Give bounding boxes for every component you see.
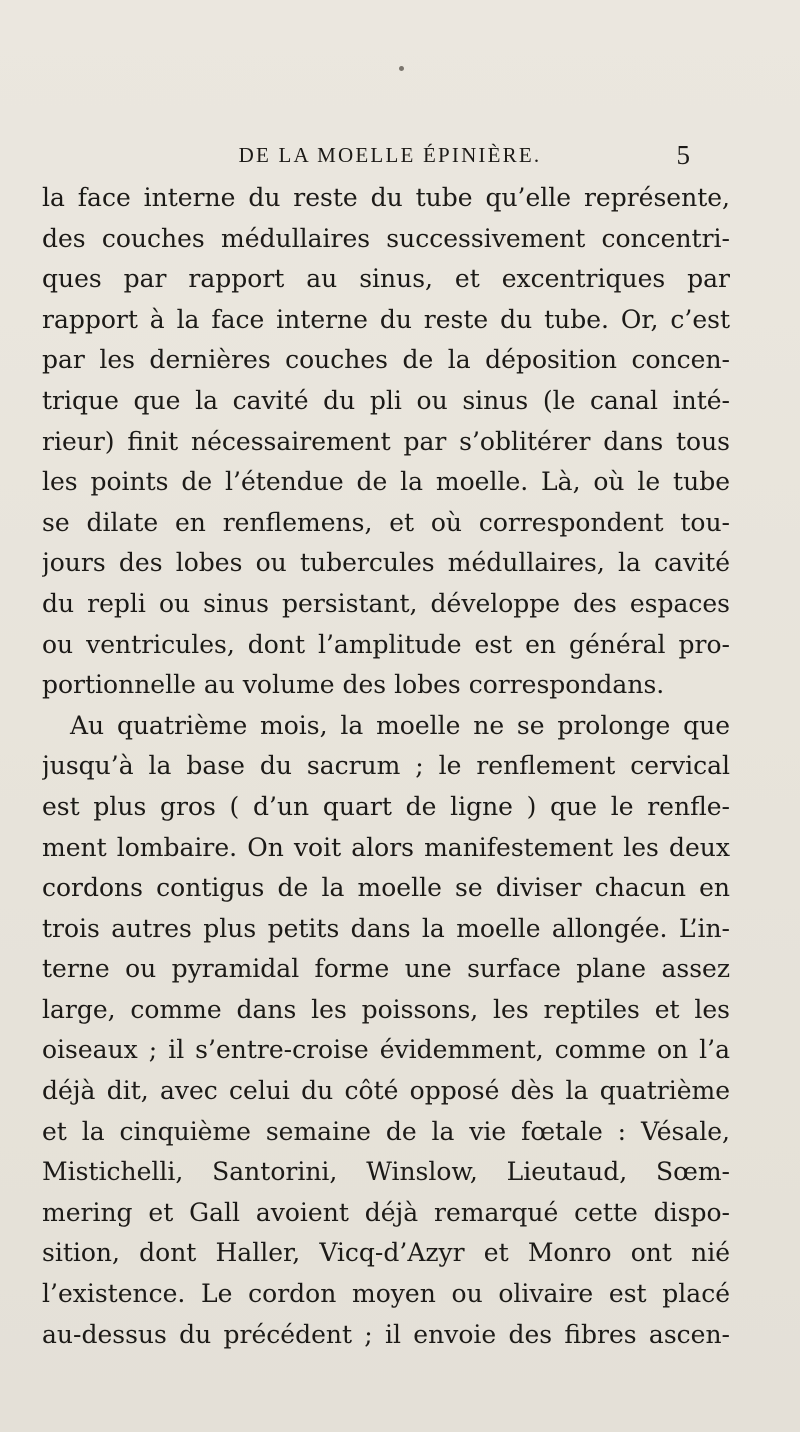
- text-line: jusqu’à la base du sacrum ; le renflement cervical: [42, 751, 730, 781]
- text-line: trois autres plus petits dans la moelle allongée. L’in-: [42, 913, 730, 943]
- text-line: déjà dit, avec celui du côté opposé dès la quatrième: [42, 1076, 730, 1106]
- text-line: Au quatrième mois, la moelle ne se prolonge que: [70, 710, 730, 740]
- body-text: [42, 178, 730, 1355]
- text-line: oiseaux ; il s’entre-croise évidemment, comme on l’a: [42, 1035, 730, 1065]
- running-head: DE LA MOELLE ÉPINIÈRE.: [238, 143, 542, 167]
- text-line: ques par rapport au sinus, et excentriques par: [42, 264, 730, 294]
- text-line: par les dernières couches de la déposition concen-: [42, 345, 730, 375]
- text-line: ment lombaire. On voit alors manifestement les deux: [42, 832, 730, 862]
- text-line: sition, dont Haller, Vicq-d’Azyr et Monro ont nié: [42, 1238, 730, 1268]
- text-line: trique que la cavité du pli ou sinus (le canal inté-: [42, 385, 730, 415]
- text-line: est plus gros ( d’un quart de ligne ) que le renfle-: [42, 791, 730, 821]
- text-line: Mistichelli, Santorini, Winslow, Lieutaud, Sœm-: [42, 1157, 730, 1187]
- text-line: terne ou pyramidal forme une surface plane assez: [42, 954, 730, 984]
- page-number: 5: [676, 140, 690, 170]
- text-line: rieur) finit nécessairement par s’oblitérer dans tous: [42, 426, 730, 456]
- text-line: se dilate en renflemens, et où correspondent tou-: [42, 507, 730, 537]
- text-line: la face interne du reste du tube qu’elle représente,: [42, 183, 730, 212]
- text-line: jours des lobes ou tubercules médullaires, la cavité: [42, 548, 730, 578]
- text-line: portionnelle au volume des lobes correspondans.: [42, 670, 665, 700]
- text-line: rapport à la face interne du reste du tube. Or, c’est: [42, 304, 730, 334]
- text-line: cordons contigus de la moelle se diviser chacun en: [42, 873, 730, 903]
- text-line: au-dessus du précédent ; il envoie des fibres ascen-: [42, 1319, 730, 1349]
- text-line: ou ventricules, dont l’amplitude est en général pro-: [42, 629, 730, 659]
- text-line: mering et Gall avoient déjà remarqué cette dispo-: [42, 1197, 730, 1227]
- text-line: large, comme dans les poissons, les reptiles et les: [42, 994, 730, 1024]
- text-line: des couches médullaires successivement concentri-: [42, 223, 730, 253]
- text-line: du repli ou sinus persistant, développe des espaces: [42, 588, 730, 618]
- page-header: [90, 136, 690, 174]
- ink-speck: [399, 66, 404, 71]
- text-line: et la cinquième semaine de la vie fœtale : Vésale,: [42, 1116, 730, 1146]
- text-line: les points de l’étendue de la moelle. Là, où le tube: [42, 467, 730, 497]
- text-line: l’existence. Le cordon moyen ou olivaire est placé: [42, 1279, 730, 1309]
